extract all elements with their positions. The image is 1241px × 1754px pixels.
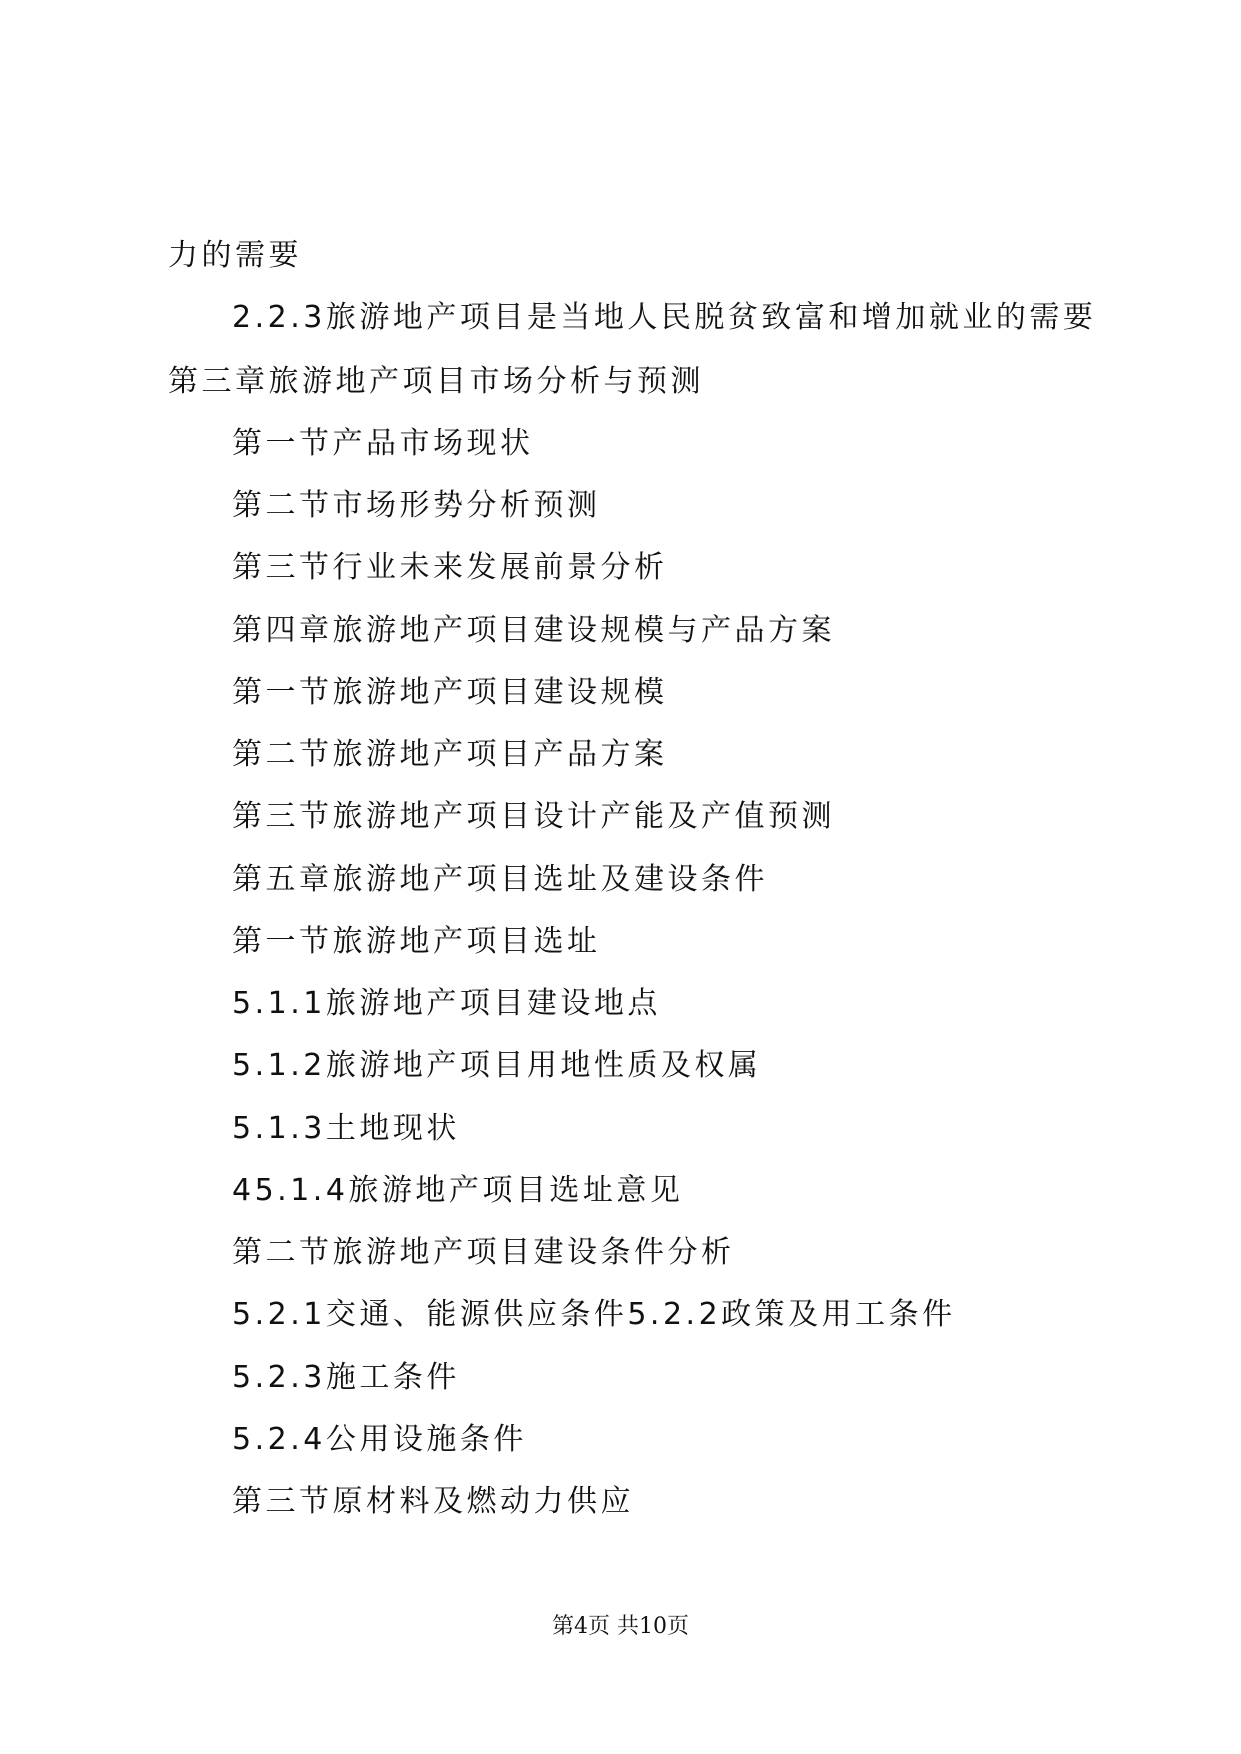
section-heading: 第一节旅游地产项目建设规模	[232, 675, 668, 710]
section-heading: 第三节行业未来发展前景分析	[232, 550, 668, 585]
subsection-item: 45.1.4旅游地产项目选址意见	[232, 1173, 684, 1208]
section-heading: 第三节旅游地产项目设计产能及产值预测	[232, 799, 835, 834]
subsection-item: 5.2.4公用设施条件	[232, 1422, 527, 1457]
section-heading: 第二节旅游地产项目产品方案	[232, 737, 668, 772]
section-heading: 第一节旅游地产项目选址	[232, 924, 601, 959]
section-heading: 第二节市场形势分析预测	[232, 488, 601, 523]
section-heading: 第一节产品市场现状	[232, 426, 534, 461]
text-line: 力的需要	[168, 238, 302, 273]
chapter-heading: 第三章旅游地产项目市场分析与预测	[168, 364, 704, 399]
chapter-heading: 第四章旅游地产项目建设规模与产品方案	[232, 613, 835, 648]
chapter-heading: 第五章旅游地产项目选址及建设条件	[232, 862, 768, 897]
page-footer: 第4页 共10页	[552, 1614, 689, 1639]
subsection-item: 5.1.1旅游地产项目建设地点	[232, 986, 661, 1021]
subsection-item: 5.1.2旅游地产项目用地性质及权属	[232, 1048, 762, 1083]
section-heading: 第三节原材料及燃动力供应	[232, 1484, 634, 1519]
subsection-item: 5.2.3施工条件	[232, 1360, 460, 1395]
subsection-item: 5.2.1交通、能源供应条件5.2.2政策及用工条件	[232, 1297, 956, 1332]
text-line: 2.2.3旅游地产项目是当地人民脱贫致富和增加就业的需要	[232, 300, 1097, 335]
section-heading: 第二节旅游地产项目建设条件分析	[232, 1235, 735, 1270]
subsection-item: 5.1.3土地现状	[232, 1111, 460, 1146]
